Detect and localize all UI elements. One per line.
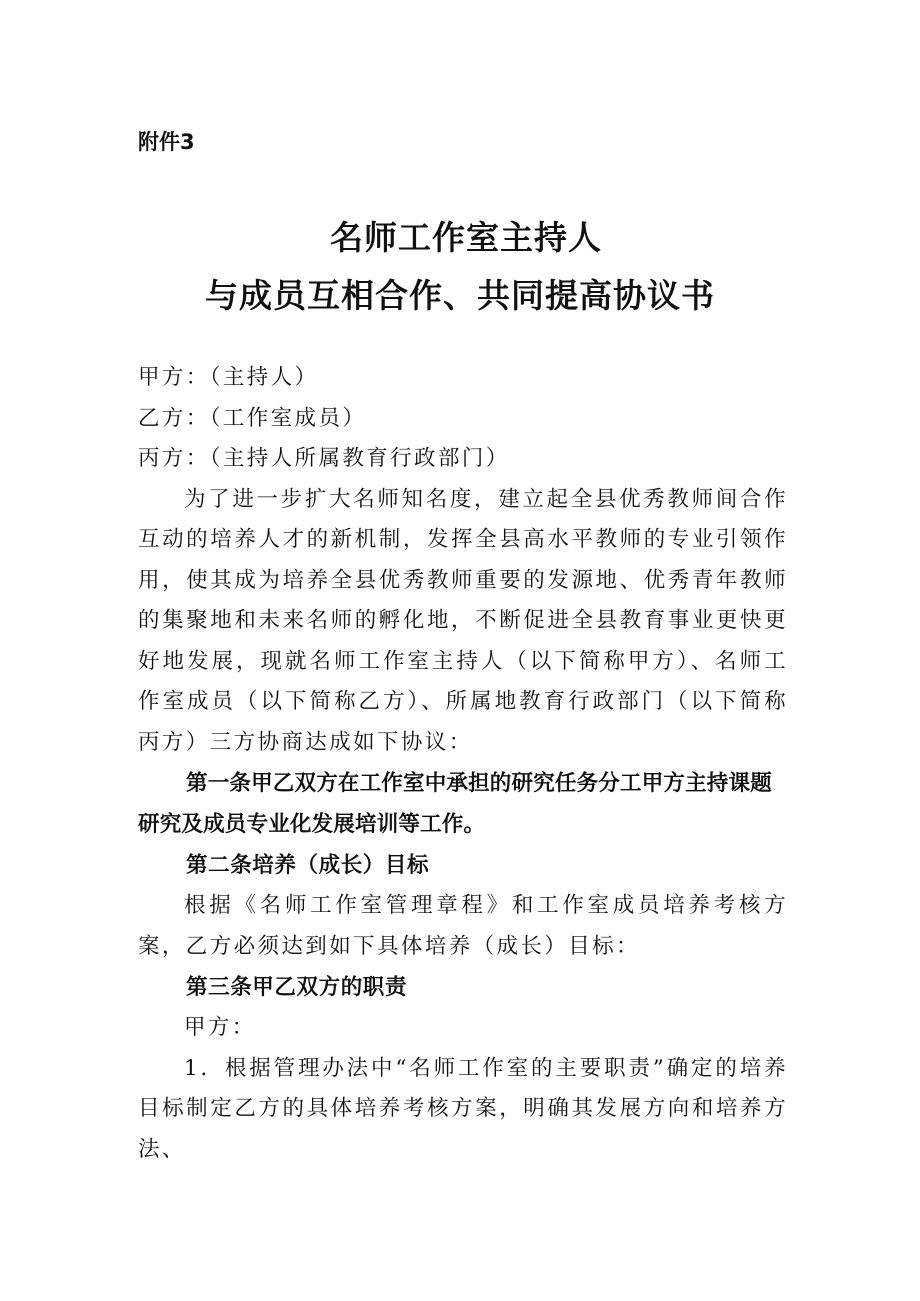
article-1-paragraph: 第一条甲乙双方在工作室中承担的研究任务分工甲方主持课题研究及成员专业化发展培训等工作。	[138, 771, 772, 837]
party-a-label: 甲方：	[184, 1015, 256, 1040]
party-a-line: 甲方：（主持人）	[138, 365, 319, 390]
document-title-line-1: 名师工作室主持人	[330, 218, 602, 257]
attachment-label: 附件3	[138, 130, 195, 154]
article-2-heading: 第二条培养（成长）目标	[186, 853, 430, 878]
article-3-heading: 第三条甲乙双方的职责	[186, 975, 408, 1000]
intro-paragraph: 为了进一步扩大名师知名度，建立起全县优秀教师间合作互动的培养人才的新机制，发挥全县高水平教师的专业引领作用，使其成为培养全县优秀教师重要的发源地、优秀青年教师的集聚地和未来名师的孵化地，不断促进全县教育事业更快更好地发展，现就名师工作室主持人（以下简称甲方）、名师工作室成员（以下简称乙方）、所属地教育行政部门（以下简称丙方）三方协商达成如下协议：	[138, 486, 788, 755]
item-1-paragraph: 1．根据管理办法中“名师工作室的主要职责”确定的培养目标制定乙方的具体培养考核方案，明确其发展方向和培养方法、	[138, 1055, 788, 1162]
party-c-line: 丙方：（主持人所属教育行政部门）	[138, 446, 510, 471]
party-b-line: 乙方：（工作室成员）	[138, 405, 367, 431]
article-2-paragraph: 根据《名师工作室管理章程》和工作室成员培养考核方案，乙方必须达到如下具体培养（成长）目标：	[138, 893, 788, 959]
document-title-line-2: 与成员互相合作、共同提高协议书	[205, 276, 715, 315]
document-body	[138, 358, 788, 1170]
